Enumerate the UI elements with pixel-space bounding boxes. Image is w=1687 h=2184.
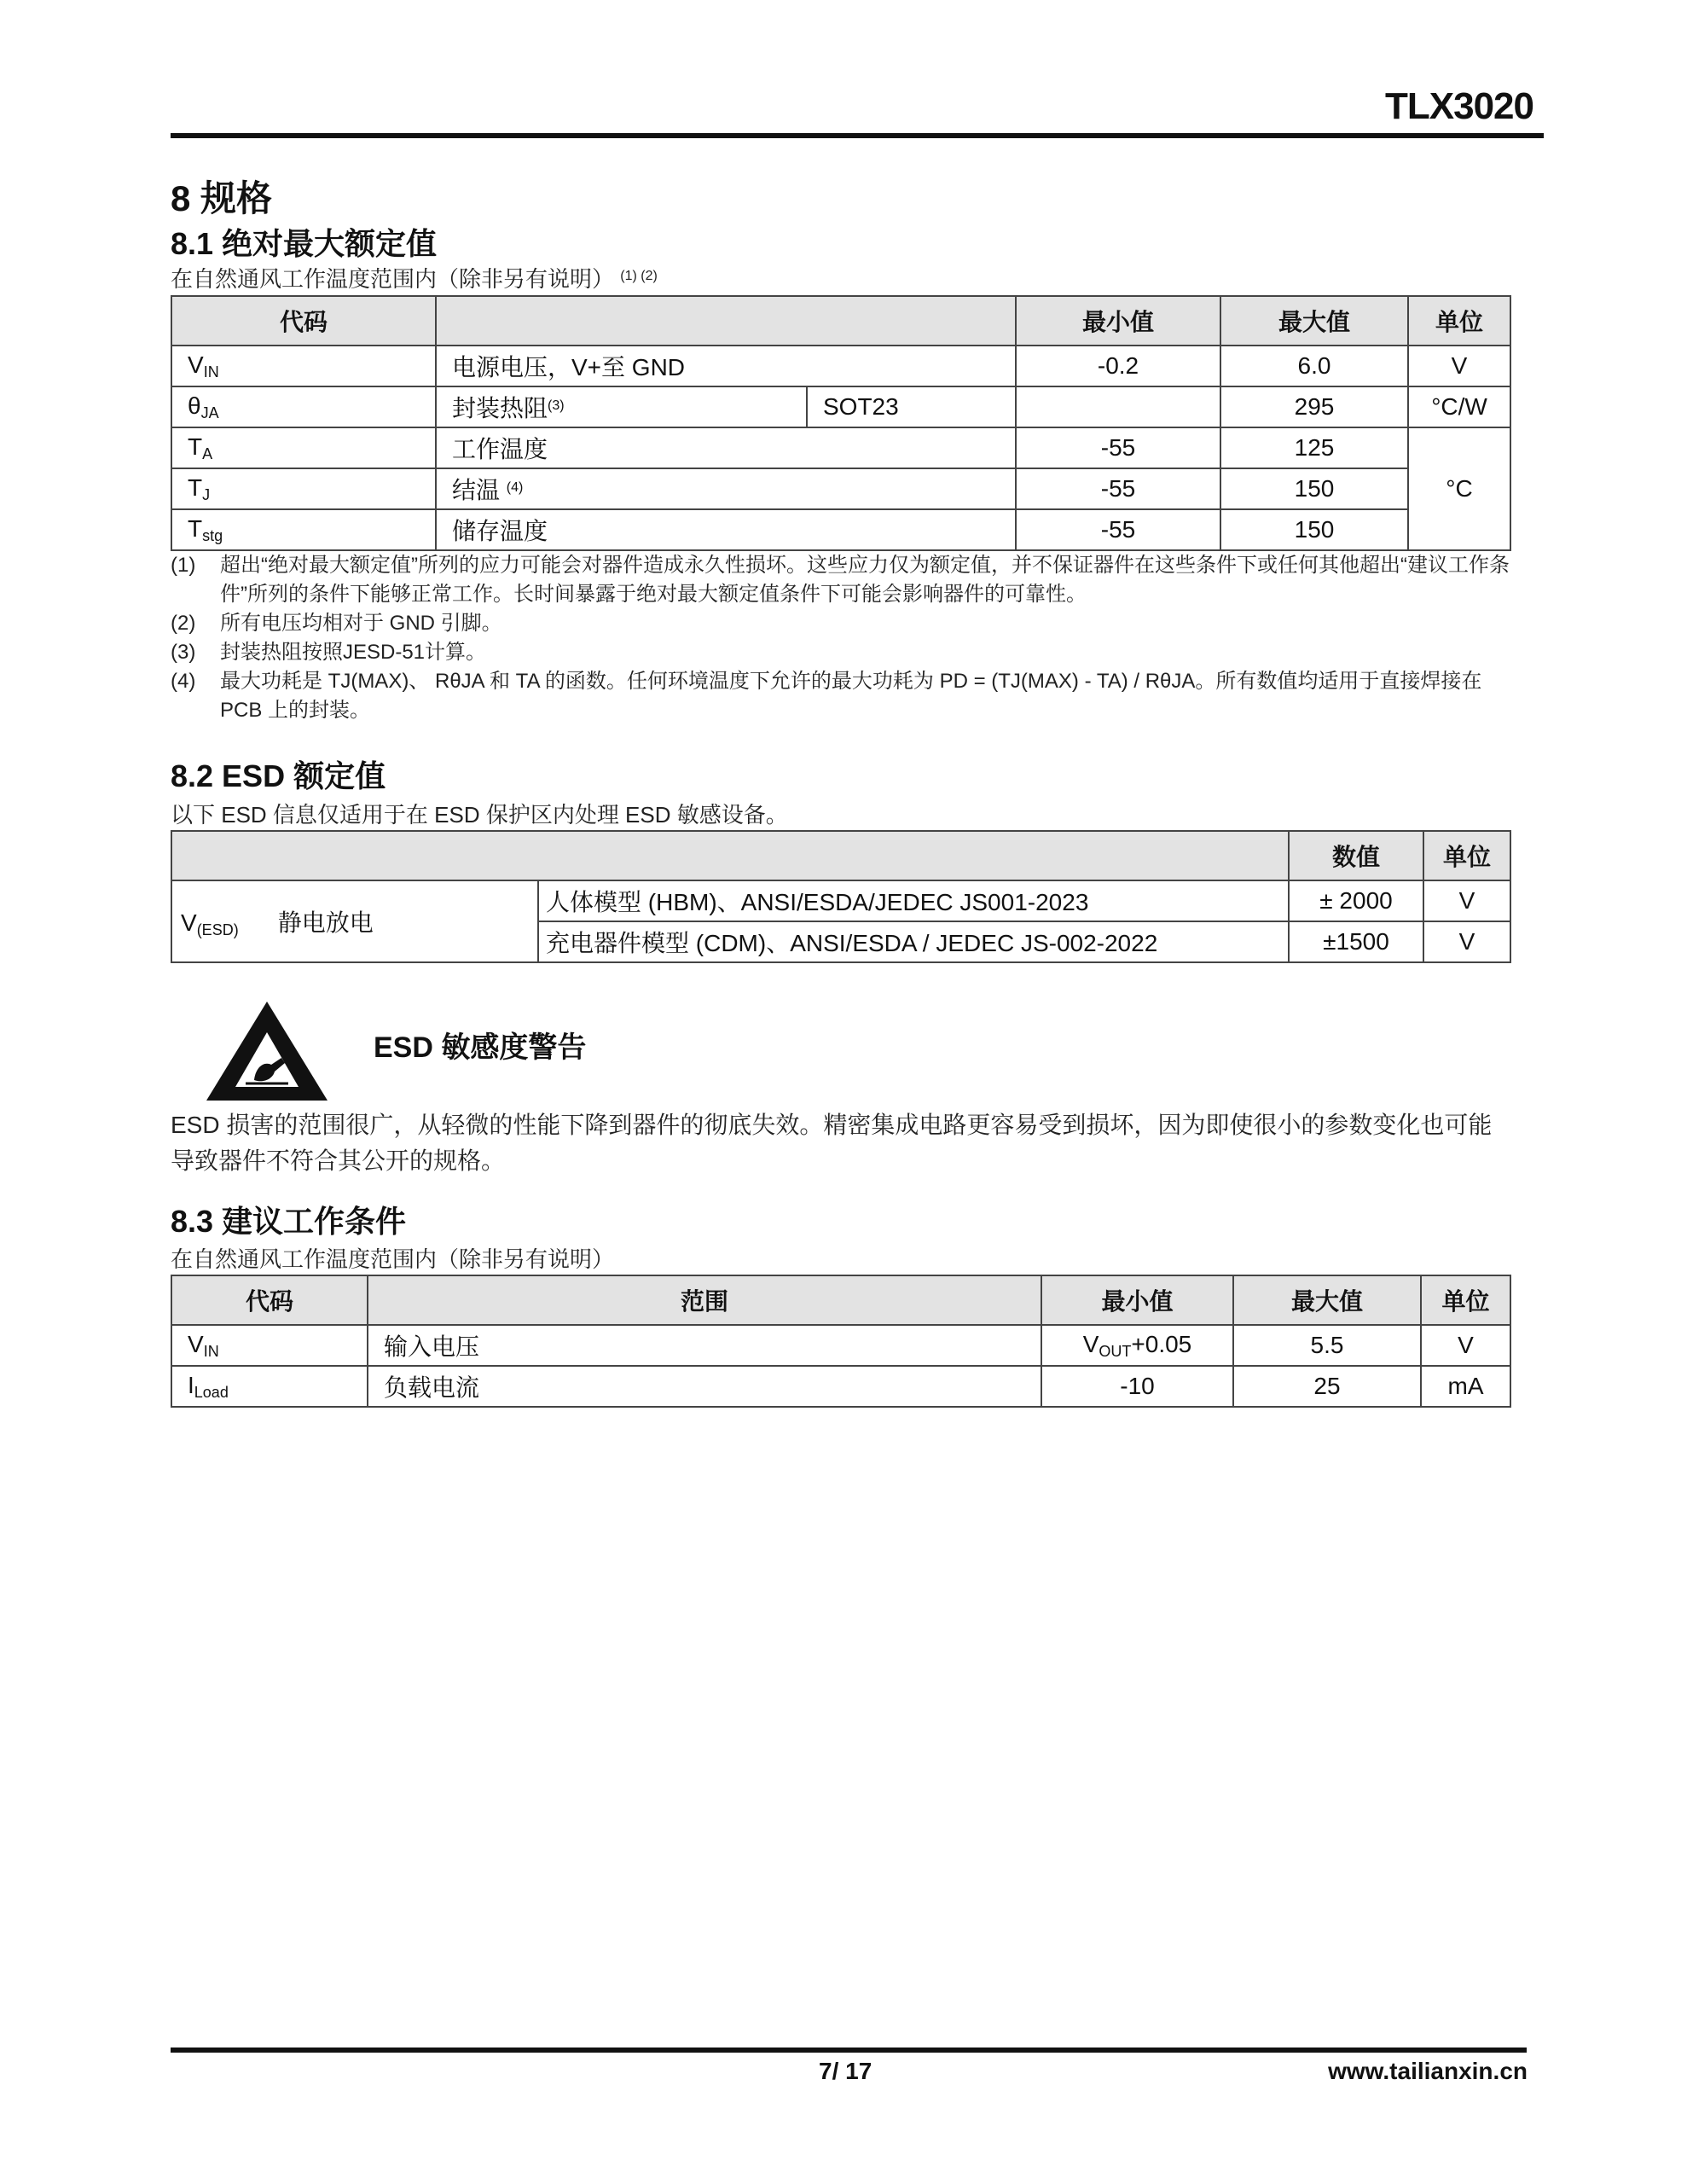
symbol-subscript: J [202, 485, 211, 503]
value-cell: ±1500 [1289, 921, 1423, 962]
col-header-unit: 单位 [1423, 831, 1510, 880]
esd-warning-text: ESD 损害的范围很广，从轻微的性能下降到器件的彻底失效。精密集成电路更容易受到损坏，因为即使很小的参数变化也可能导致器件不符合其公开的规格。 [171, 1112, 1493, 1174]
table-header-row [171, 1275, 1510, 1325]
section-8-2-subtitle: 以下 ESD 信息仅适用于在 ESD 保护区内处理 ESD 敏感设备。 [171, 802, 788, 828]
min-cell [1041, 1325, 1233, 1366]
unit-cell: °C/W [1408, 386, 1510, 427]
unit-cell: V [1408, 346, 1510, 386]
param-text: 封装热阻 [452, 395, 548, 421]
section-8-3-subtitle: 在自然通风工作温度范围内（除非另有说明） [171, 1246, 615, 1272]
min-cell: -55 [1016, 468, 1220, 509]
symbol-subscript: IN [203, 1342, 219, 1360]
max-cell: 6.0 [1220, 346, 1408, 386]
unit-cell: V [1423, 880, 1510, 921]
table-row [171, 880, 1510, 921]
section-8-3-title: 8.3 建议工作条件 [171, 1204, 407, 1239]
col-header-min: 最小值 [1041, 1275, 1233, 1325]
max-cell: 25 [1233, 1366, 1421, 1407]
note-ref: (4) [506, 480, 524, 495]
max-cell: 150 [1220, 468, 1408, 509]
table-header-row [171, 831, 1510, 880]
symbol-subscript: JA [200, 404, 219, 421]
footnote [171, 667, 1510, 725]
col-header-unit: 单位 [1408, 296, 1510, 346]
symbol: T [188, 514, 203, 542]
unit-cell-merged: °C [1408, 427, 1510, 550]
footnote-number: (3) [171, 641, 196, 664]
footnote-text: 最大功耗是 TJ(MAX)、 RθJA 和 TA 的函数。任何环境温度下允许的最大功耗为 PD = (TJ(MAX) - TA) / RθJA。所有数值均适用于直接焊接在 PCB 上的封装。 [220, 670, 1482, 722]
symbol-cell [171, 1325, 368, 1366]
table-row [171, 346, 1510, 386]
symbol-cell [171, 1366, 368, 1407]
footnote [171, 609, 1510, 638]
min-subscript: OUT [1099, 1342, 1132, 1360]
condition-cell: SOT23 [807, 386, 1016, 427]
table-row [171, 386, 1510, 427]
model-cell: 充电器件模型 (CDM)、ANSI/ESDA / JEDEC JS-002-2022 [538, 921, 1289, 962]
symbol: T [188, 433, 203, 460]
symbol-subscript: A [202, 444, 213, 462]
symbol: T [188, 473, 203, 501]
symbol-cell [171, 386, 436, 427]
table-header-row [171, 296, 1510, 346]
footnote [171, 551, 1510, 609]
section-8-1-title: 8.1 绝对最大额定值 [171, 226, 438, 261]
footnote-number: (1) [171, 554, 196, 577]
section-8-2-title: 8.2 ESD 额定值 [171, 758, 386, 793]
unit-cell: mA [1421, 1366, 1510, 1407]
section-8-title: 8 规格 [171, 178, 273, 218]
subtitle-text: 在自然通风工作温度范围内（除非另有说明） [171, 266, 615, 292]
value-cell: ± 2000 [1289, 880, 1423, 921]
header-rule [171, 133, 1544, 138]
col-header-min: 最小值 [1016, 296, 1220, 346]
param-cell [436, 468, 1016, 509]
subtitle-note-refs: (1) (2) [620, 269, 658, 283]
param-cell: 储存温度 [436, 509, 1016, 550]
esd-warning-title: ESD 敏感度警告 [374, 1031, 587, 1064]
min-offset: +0.05 [1131, 1330, 1192, 1357]
max-cell: 150 [1220, 509, 1408, 550]
note-ref: (3) [548, 398, 565, 413]
min-symbol: V [1082, 1330, 1099, 1357]
footnotes [171, 551, 1510, 725]
footer-rule [171, 2048, 1527, 2053]
recommended-operating-table [171, 1275, 1511, 1408]
max-cell: 125 [1220, 427, 1408, 468]
col-header-value: 数值 [1289, 831, 1423, 880]
min-cell [1016, 386, 1220, 427]
table-row [171, 1366, 1510, 1407]
absolute-max-ratings-table [171, 295, 1511, 551]
footnote [171, 638, 1510, 667]
param-cell [436, 386, 807, 427]
col-header-param [436, 296, 1016, 346]
symbol-subscript: stg [202, 526, 223, 544]
esd-warning-icon [203, 998, 331, 1104]
symbol: I [188, 1371, 194, 1398]
table-row [171, 468, 1510, 509]
symbol-cell [171, 427, 436, 468]
param-text: 结温 [452, 477, 501, 503]
symbol: V [181, 909, 197, 936]
min-cell: -10 [1041, 1366, 1233, 1407]
symbol: V [188, 351, 204, 378]
col-header-max: 最大值 [1220, 296, 1408, 346]
footnote-number: (2) [171, 612, 196, 635]
min-cell: -55 [1016, 509, 1220, 550]
footnote-number: (4) [171, 670, 196, 693]
symbol-cell [171, 346, 436, 386]
col-header-max: 最大值 [1233, 1275, 1421, 1325]
footnote-text: 超出“绝对最大额定值”所列的应力可能会对器件造成永久性损坏。这些应力仅为额定值，并不保证器件在这些条件下或任何其他超出“建议工作条件”所列的条件下能够正常工作。长时间暴露于绝对最大额定值条件下可能会影响器件的可靠性。 [220, 554, 1510, 606]
table-row [171, 1325, 1510, 1366]
param-cell: 输入电压 [368, 1325, 1041, 1366]
esd-param-text: 静电放电 [277, 909, 374, 936]
col-header-code: 代码 [171, 296, 436, 346]
symbol-subscript: IN [203, 363, 219, 380]
symbol-cell [171, 468, 436, 509]
section-8-1-subtitle [171, 262, 658, 293]
footnote-text: 所有电压均相对于 GND 引脚。 [220, 612, 502, 635]
symbol-cell [171, 509, 436, 550]
symbol-subscript: (ESD) [196, 921, 239, 938]
param-cell: 电源电压，V+至 GND [436, 346, 1016, 386]
max-cell: 5.5 [1233, 1325, 1421, 1366]
min-cell: -0.2 [1016, 346, 1220, 386]
param-cell: 工作温度 [436, 427, 1016, 468]
website-link[interactable]: www.tailianxin.cn [1328, 2058, 1528, 2084]
param-cell: 负载电流 [368, 1366, 1041, 1407]
min-cell: -55 [1016, 427, 1220, 468]
unit-cell: V [1423, 921, 1510, 962]
col-header-range: 范围 [368, 1275, 1041, 1325]
footnote-text: 封装热阻按照JESD-51计算。 [220, 641, 487, 664]
esd-ratings-table [171, 830, 1511, 963]
page-number: 7/ 17 [819, 2058, 872, 2084]
document-title: TLX3020 [1385, 85, 1533, 127]
model-cell: 人体模型 (HBM)、ANSI/ESDA/JEDEC JS001-2023 [538, 880, 1289, 921]
table-row [171, 427, 1510, 468]
unit-cell: V [1421, 1325, 1510, 1366]
col-header-unit: 单位 [1421, 1275, 1510, 1325]
esd-symbol-cell [171, 880, 538, 962]
col-header-code: 代码 [171, 1275, 368, 1325]
col-header-blank [171, 831, 1289, 880]
table-row [171, 509, 1510, 550]
symbol: V [188, 1330, 204, 1357]
symbol: θ [188, 392, 201, 419]
max-cell: 295 [1220, 386, 1408, 427]
symbol-subscript: Load [194, 1383, 229, 1401]
